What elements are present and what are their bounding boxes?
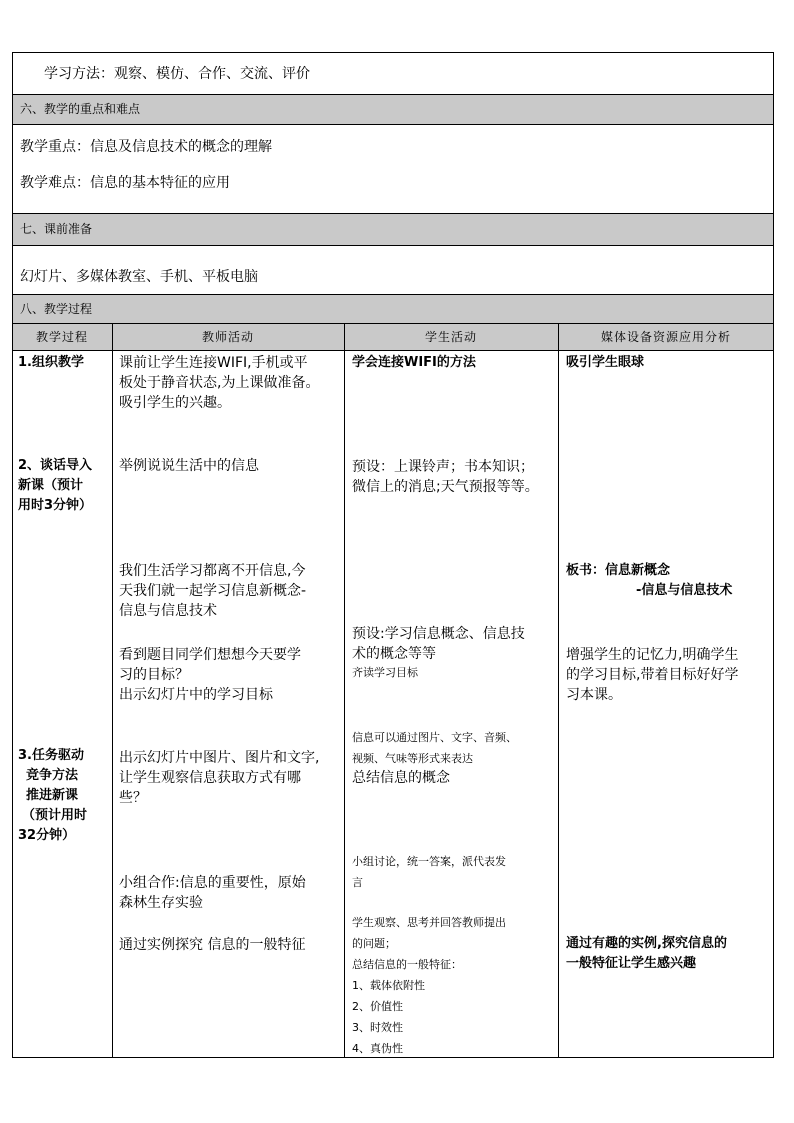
- stage3-label: 3.任务驱动 竞争方法 推进新课 （预计用时 32分钟）: [18, 748, 88, 843]
- stage3-student-activity-features: 学生观察、思考并回答教师提出 的问题； 总结信息的一般特征： 1、载体依附性 2、价值性 3、时效性 4、真伪性: [352, 916, 506, 1055]
- stage2-teacher-activity-examples: 举例说说生活中的信息: [119, 458, 259, 474]
- difficult-point-text: 教学难点：信息的基本特征的应用: [20, 175, 230, 191]
- stage3-media-analysis: 通过有趣的实例,探究信息的 一般特征让学生感兴趣: [566, 936, 727, 971]
- stage1-label: 1.组织教学: [18, 355, 84, 370]
- stage3-teacher-activity-examples: 通过实例探究 信息的一般特征: [119, 937, 306, 953]
- stage1-student-activity: 学会连接WIFI的方法: [352, 355, 476, 370]
- stage3-student-activity-discussion: 小组讨论，统一答案，派代表发 言: [352, 855, 506, 889]
- column-header-stage: 教学过程: [35, 330, 88, 344]
- stage2-student-activity-goals: 预设:学习信息概念、信息技 术的概念等等: [352, 626, 525, 662]
- stage2-media-analysis: 增强学生的记忆力,明确学生 的学习目标,带着目标好好学 习本课。: [566, 647, 739, 703]
- stage2-student-read-goals: 齐读学习目标: [352, 666, 418, 679]
- preparation-text: 幻灯片、多媒体教室、手机、平板电脑: [20, 269, 258, 285]
- learning-methods-text: 学习方法：观察、模仿、合作、交流、评价: [44, 66, 310, 82]
- stage3-teacher-activity-slides: 出示幻灯片中图片、图片和文字, 让学生观察信息获取方式有哪 些？: [119, 750, 320, 806]
- stage1-teacher-activity: 课前让学生连接WIFI,手机或平 板处于静音状态,为上课做准备。 吸引学生的兴趣。: [119, 355, 320, 411]
- stage1-media-analysis: 吸引学生眼球: [566, 355, 645, 370]
- column-header-teacher: 教师活动: [201, 330, 254, 344]
- stage2-label: 2、谈话导入 新课（预计 用时3分钟）: [18, 458, 93, 513]
- section8-header-band: [13, 294, 773, 323]
- section7-header-band: [13, 213, 773, 245]
- key-point-text: 教学重点：信息及信息技术的概念的理解: [20, 139, 272, 155]
- section8-title: 八、教学过程: [20, 302, 93, 316]
- stage2-student-activity-preview: 预设：上课铃声；书本知识； 微信上的消息;天气预报等等。: [352, 459, 539, 495]
- column-header-media: 媒体设备资源应用分析: [600, 330, 731, 344]
- column-header-student: 学生活动: [424, 330, 477, 344]
- section6-title: 六、教学的重点和难点: [20, 102, 141, 116]
- stage3-student-activity-forms: 信息可以通过图片、文字、音频、 视频、气味等形式来表达: [352, 731, 517, 765]
- stage3-teacher-activity-group: 小组合作:信息的重要性，原始 森林生存实验: [119, 875, 306, 911]
- stage2-media-blackboard: 板书：信息新概念 -信息与信息技术: [566, 563, 733, 598]
- section7-title: 七、课前准备: [20, 222, 93, 236]
- stage2-teacher-activity-goals: 看到题目同学们想想今天要学 习的目标？ 出示幻灯片中的学习目标: [119, 647, 301, 703]
- stage3-student-summarize-concept: 总结信息的概念: [352, 770, 450, 786]
- stage2-teacher-activity-intro: 我们生活学习都离不开信息,今 天我们就一起学习信息新概念- 信息与信息技术: [119, 563, 307, 619]
